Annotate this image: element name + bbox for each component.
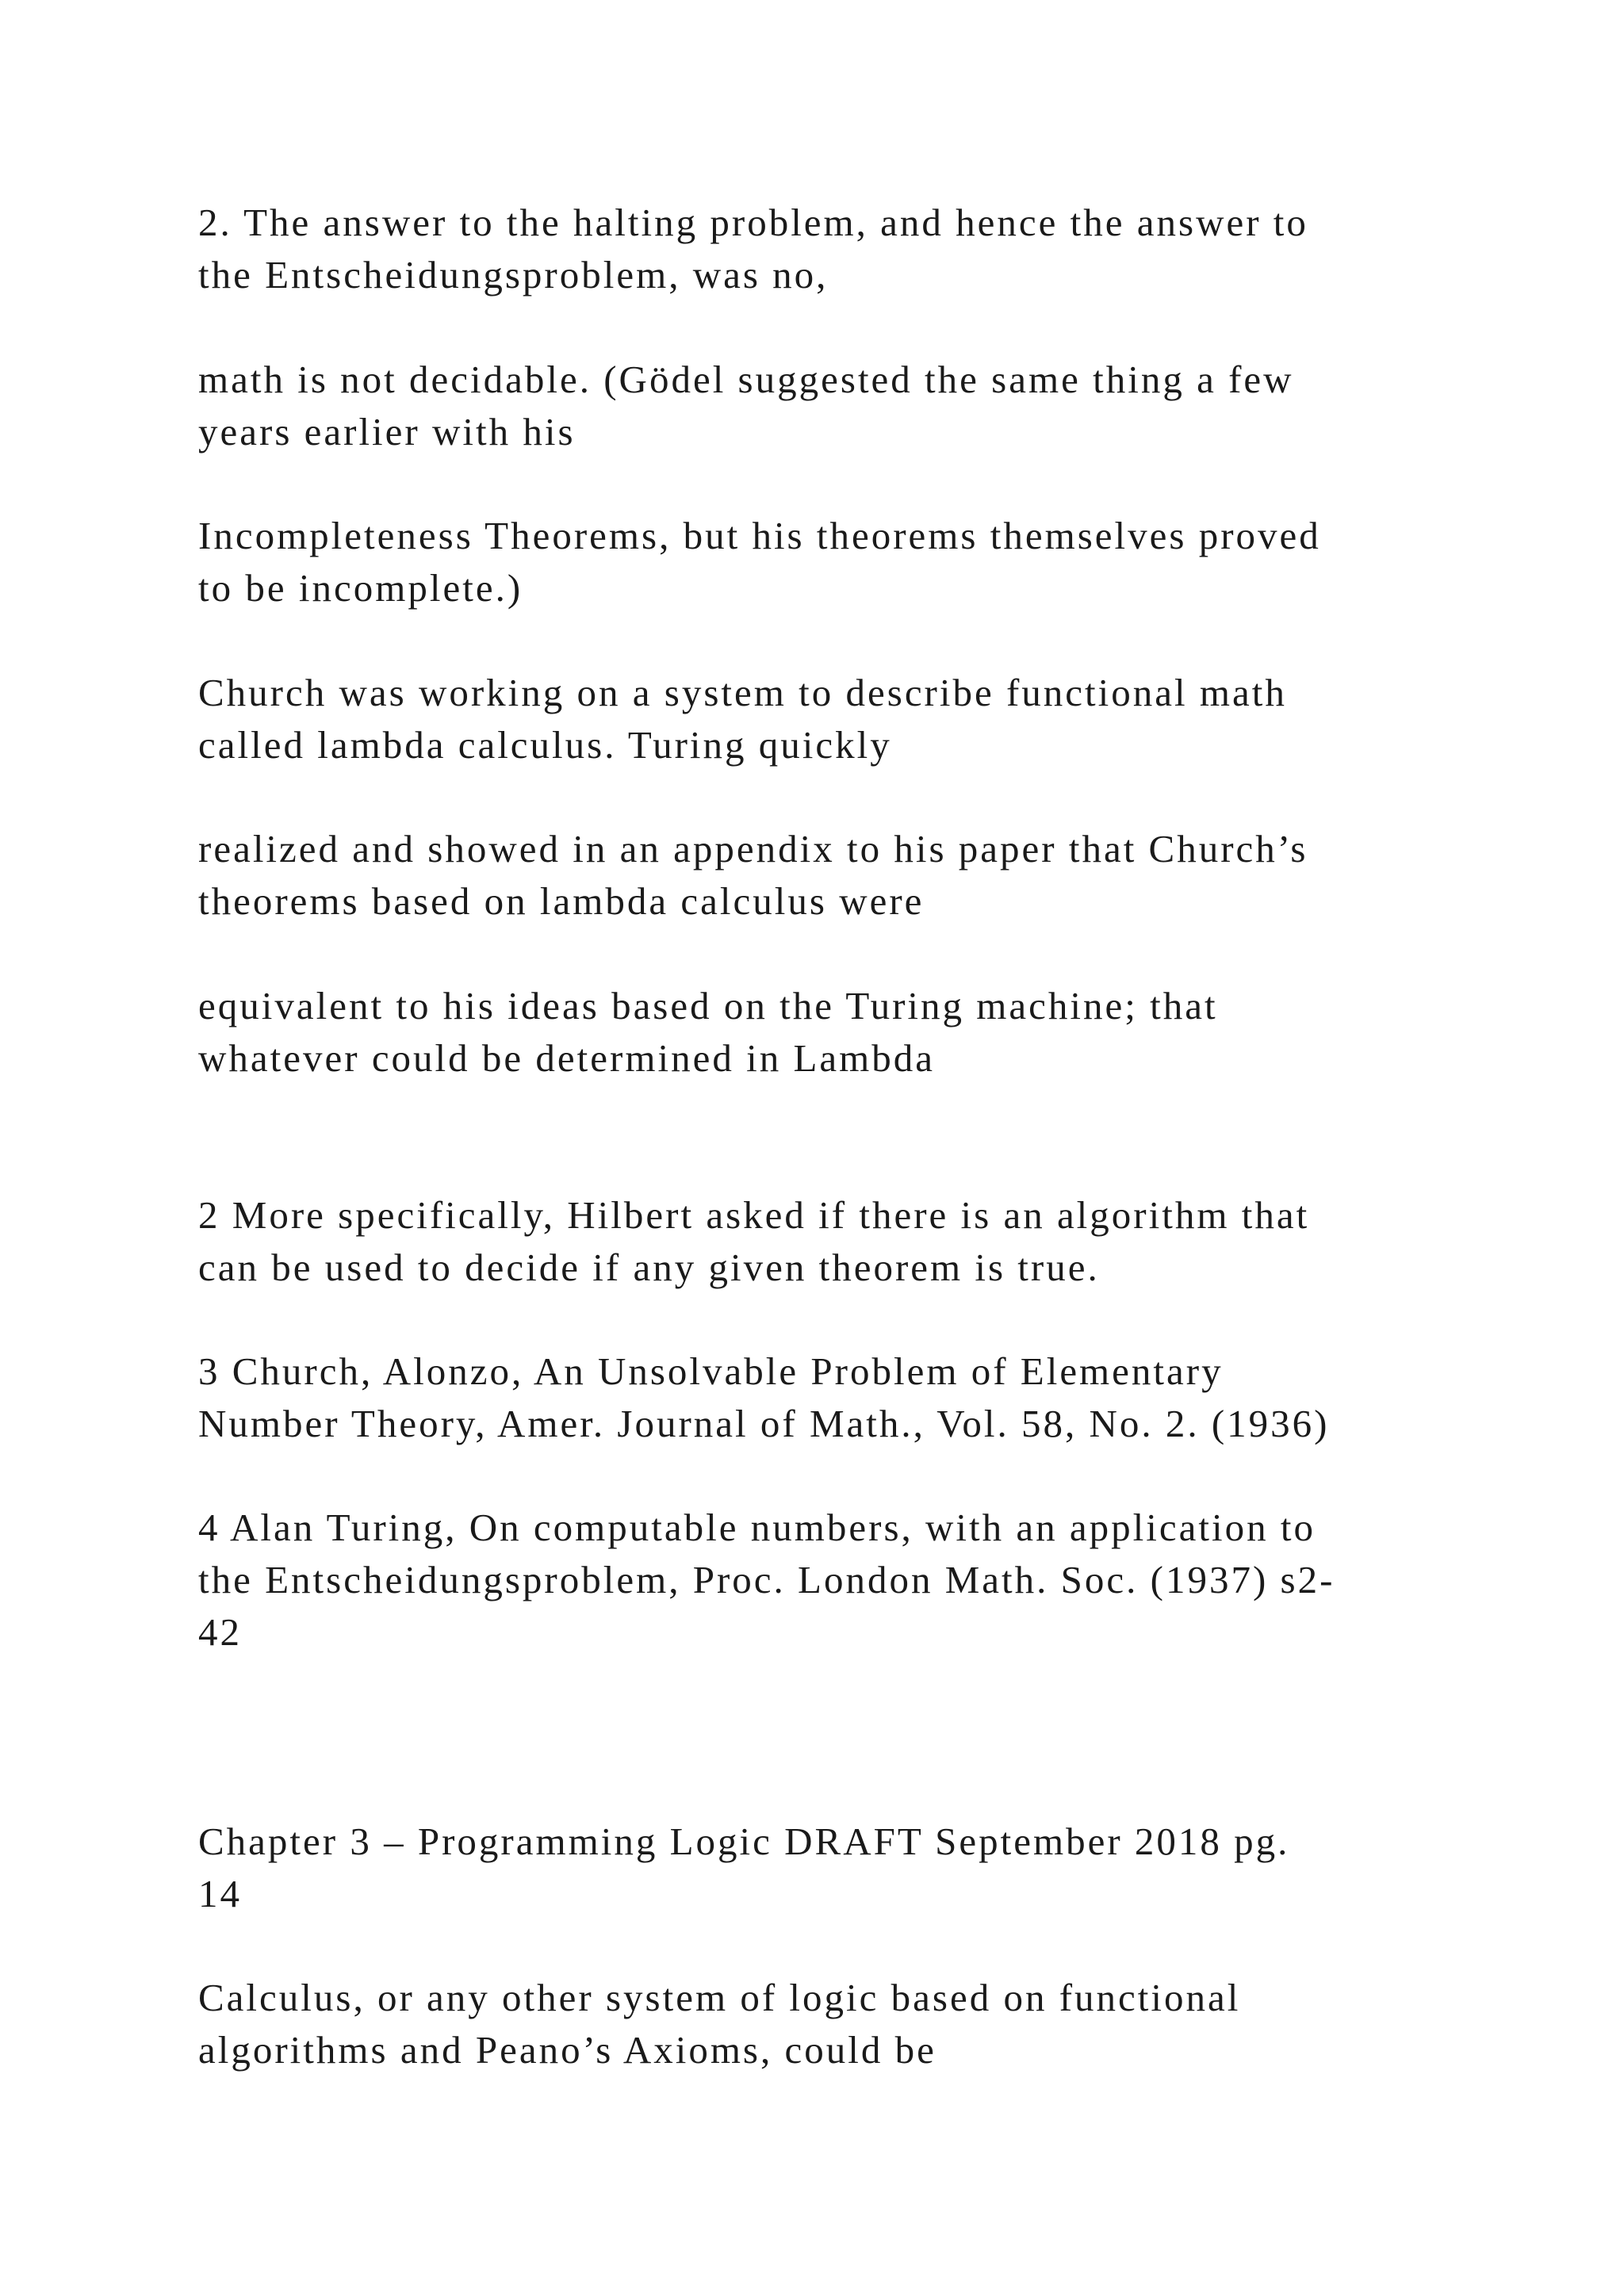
text-line: Calculus, or any other system of logic based on functional	[198, 1976, 1241, 2019]
text-line: 2. The answer to the halting problem, and hence the answer to	[198, 201, 1308, 244]
text-line: Chapter 3 – Programming Logic DRAFT September 2018 pg.	[198, 1820, 1290, 1863]
text-line: can be used to decide if any given theorem is true.	[198, 1246, 1100, 1289]
text-line: the Entscheidungsproblem, Proc. London Math. Soc. (1937) s2-	[198, 1558, 1335, 1601]
text-line: 14	[198, 1872, 242, 1915]
footnote-3	[198, 1345, 1546, 1450]
paragraph-equivalence	[198, 980, 1546, 1085]
text-line: whatever could be determined in Lambda	[198, 1036, 935, 1080]
text-line: the Entscheidungsproblem, was no,	[198, 253, 829, 297]
text-line: 4 Alan Turing, On computable numbers, with an application to	[198, 1506, 1316, 1549]
footnote-2	[198, 1189, 1546, 1294]
text-line: Church was working on a system to describe functional math	[198, 671, 1287, 714]
text-line: realized and showed in an appendix to his paper that Church’s	[198, 827, 1308, 871]
paragraph-math-not-decidable	[198, 354, 1546, 458]
text-line: years earlier with his	[198, 410, 576, 453]
text-line: theorems based on lambda calculus were	[198, 879, 925, 923]
paragraph-halting-answer	[198, 197, 1546, 301]
text-line: equivalent to his ideas based on the Turing machine; that	[198, 984, 1218, 1027]
text-line: Incompleteness Theorems, but his theorems themselves proved	[198, 514, 1321, 557]
paragraph-turing-appendix	[198, 823, 1546, 928]
text-line: Number Theory, Amer. Journal of Math., Vol. 58, No. 2. (1936)	[198, 1402, 1330, 1445]
text-line: 2 More specifically, Hilbert asked if there is an algorithm that	[198, 1193, 1310, 1237]
text-line: 3 Church, Alonzo, An Unsolvable Problem of Elementary	[198, 1349, 1224, 1393]
text-line: called lambda calculus. Turing quickly	[198, 723, 892, 767]
text-line: to be incomplete.)	[198, 566, 523, 610]
footnote-4	[198, 1502, 1546, 1659]
paragraph-continuation	[198, 1972, 1546, 2076]
text-line: algorithms and Peano’s Axioms, could be	[198, 2028, 936, 2072]
text-line: math is not decidable. (Gödel suggested the same thing a few	[198, 358, 1294, 401]
text-line: 42	[198, 1610, 242, 1654]
paragraph-incompleteness	[198, 510, 1546, 614]
paragraph-church-lambda	[198, 667, 1546, 771]
page-header	[198, 1816, 1546, 1920]
